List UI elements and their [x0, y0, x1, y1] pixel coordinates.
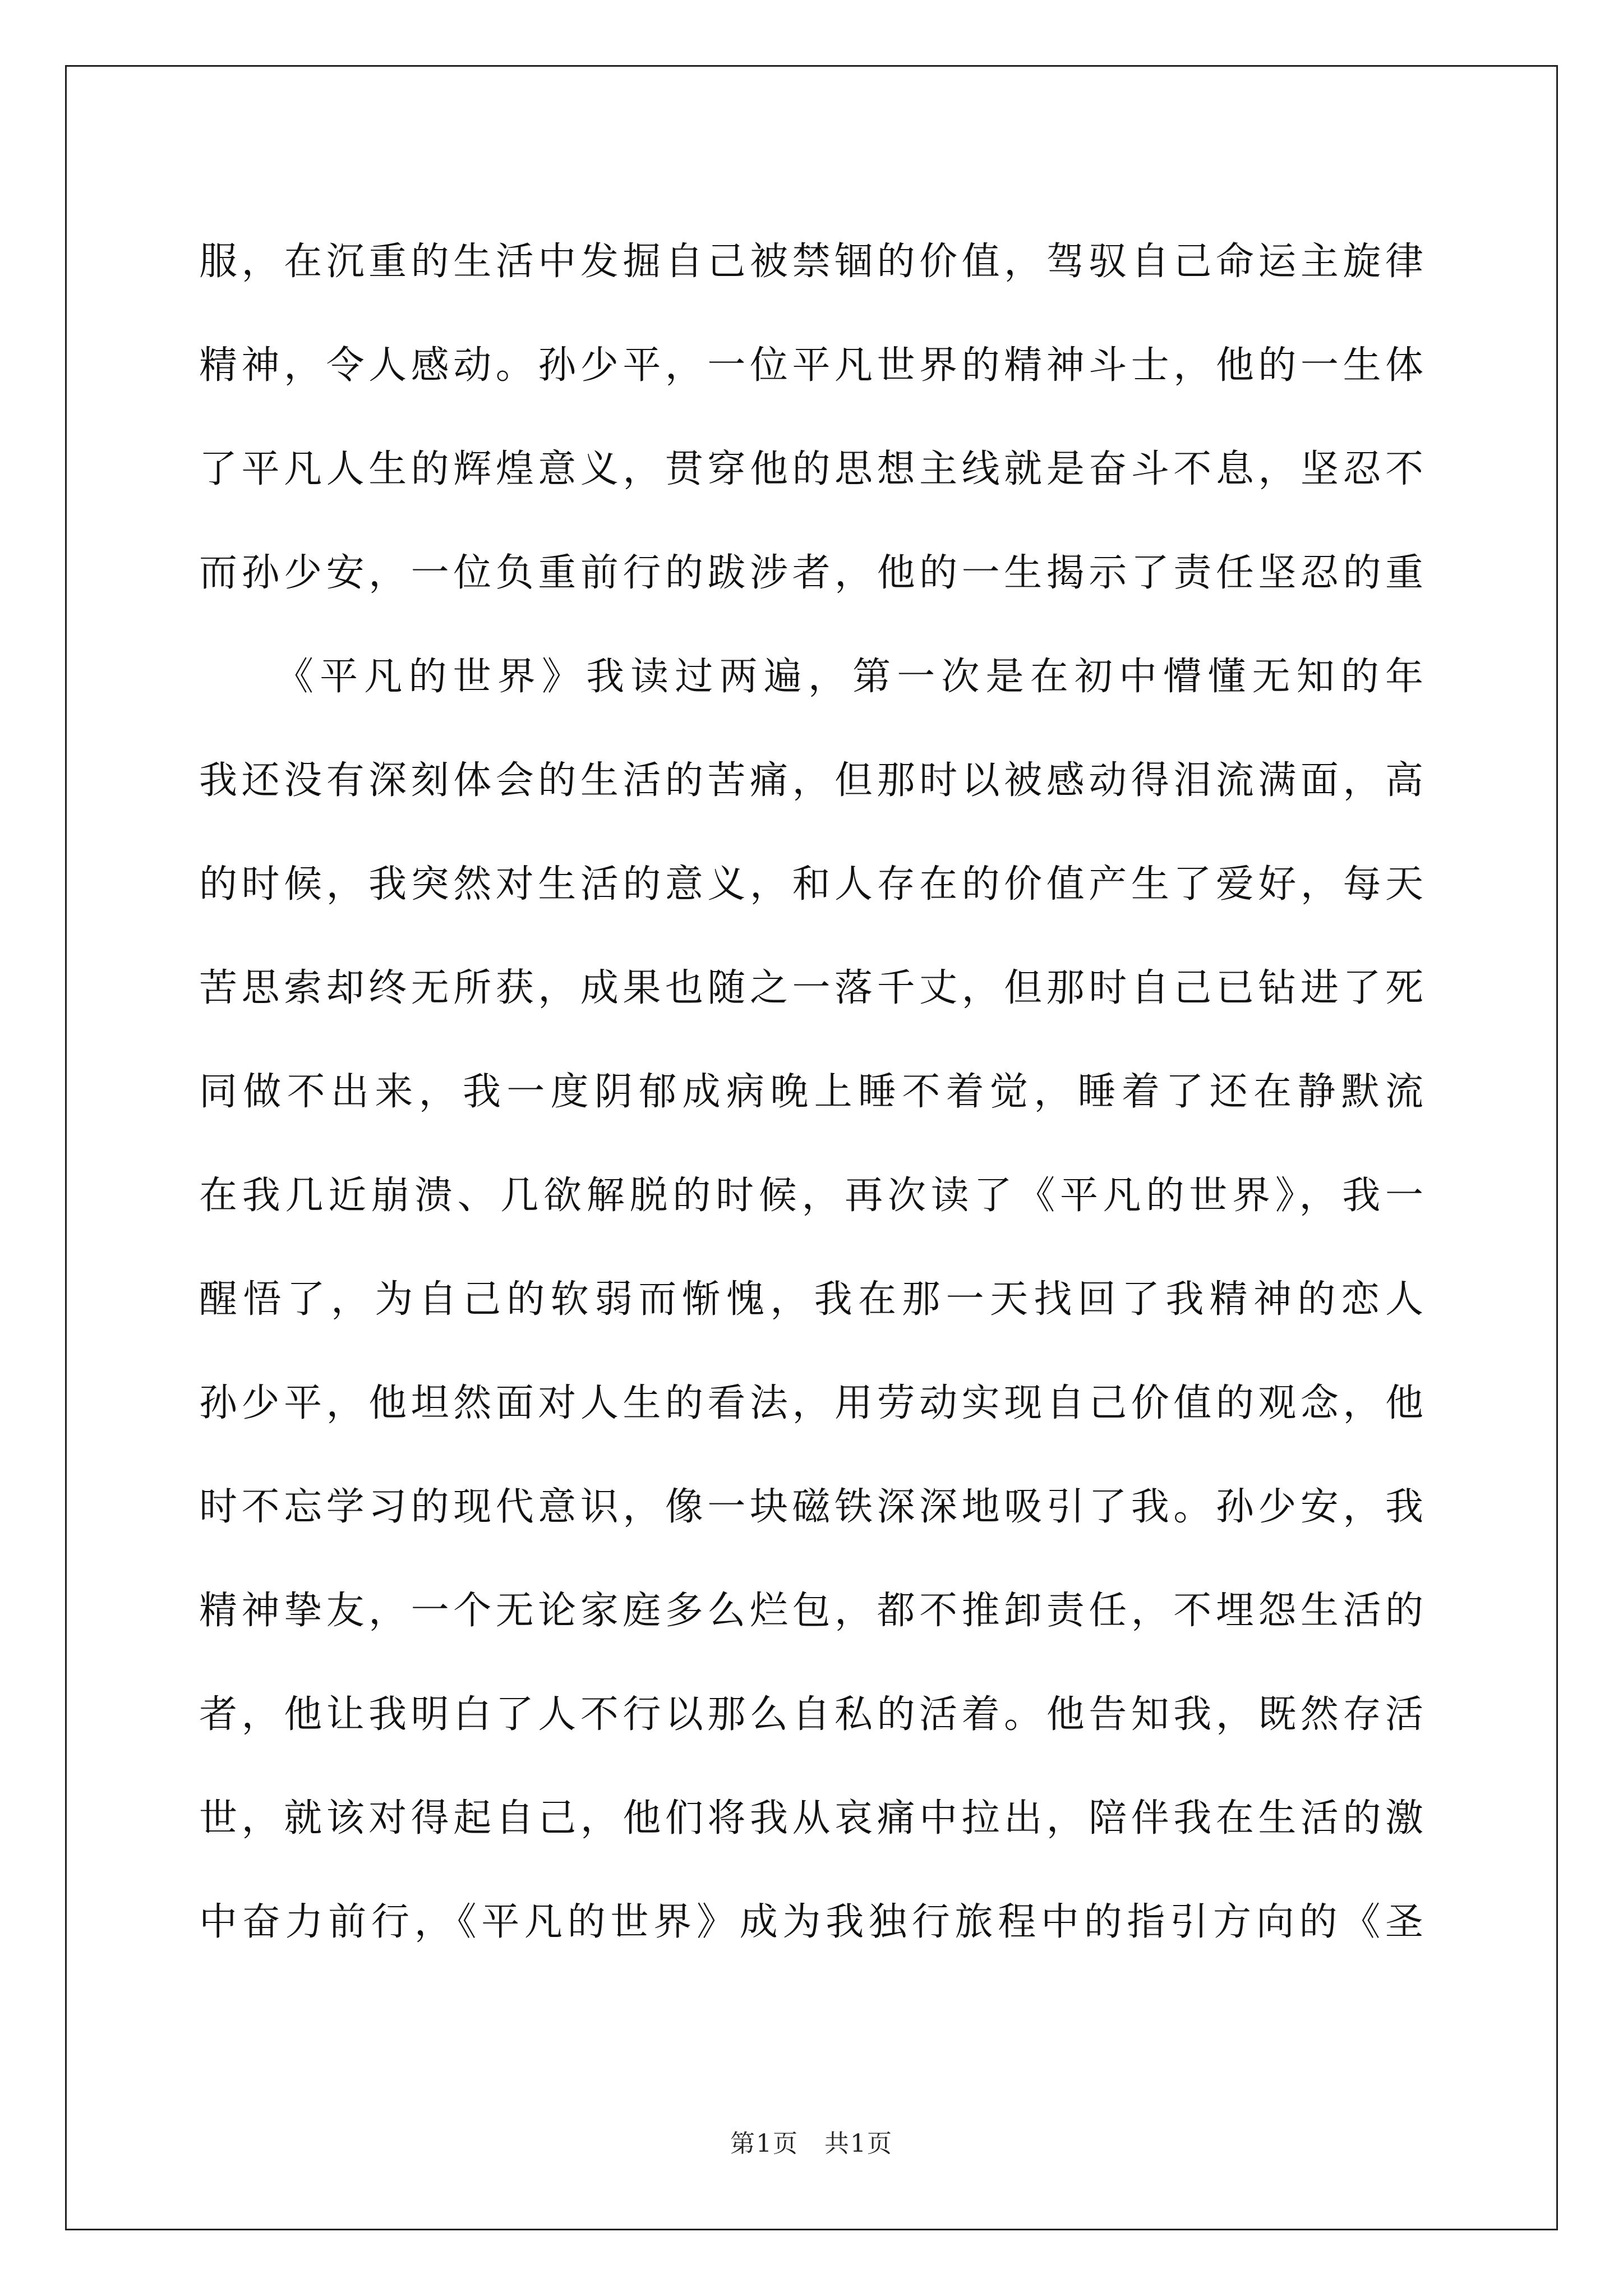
text-line: 者，他让我明白了人不行以那么自私的活着。他告知我，既然存活 — [199, 1692, 1427, 1737]
text-line: 时不忘学习的现代意识，像一块磁铁深深地吸引了我。孙少安，我 — [199, 1485, 1427, 1529]
text-line: 服，在沉重的生活中发掘自己被禁锢的价值，驾驭自己命运主旋律 — [199, 240, 1427, 284]
text-line: 我还没有深刻体会的生活的苦痛，但那时以被感动得泪流满面，高 — [199, 758, 1427, 803]
text-line: 孙少平，他坦然面对人生的看法，用劳动实现自己价值的观念，他 — [199, 1381, 1427, 1425]
document-body — [199, 210, 1427, 1974]
text-line: 在我几近崩溃、几欲解脱的时候，再次读了《平凡的世界》，我一 — [199, 1174, 1427, 1218]
text-line: 而孙少安，一位负重前行的跋涉者，他的一生揭示了责任坚忍的重 — [199, 551, 1427, 595]
text-line: 世，就该对得起自己，他们将我从哀痛中拉出，陪伴我在生活的激 — [199, 1796, 1427, 1841]
text-line: 精神挚友，一个无论家庭多么烂包，都不推卸责任，不埋怨生活的 — [199, 1589, 1427, 1633]
text-line: 同做不出来，我一度阴郁成病晚上睡不着觉，睡着了还在静默流 — [199, 1070, 1427, 1114]
text-line: 中奋力前行，《平凡的世界》成为我独行旅程中的指引方向的《圣 — [199, 1900, 1427, 1944]
text-line: 了平凡人生的辉煌意义，贯穿他的思想主线就是奋斗不息，坚忍不 — [199, 447, 1427, 491]
text-line: 精神，令人感动。孙少平，一位平凡世界的精神斗士，他的一生体 — [199, 343, 1427, 388]
page-number-footer: 第1页 共1页 — [730, 2129, 893, 2158]
paragraph-first-line: 《平凡的世界》我读过两遍，第一次是在初中懵懂无知的年 — [275, 655, 1427, 699]
text-line: 醒悟了，为自己的软弱而惭愧，我在那一天找回了我精神的恋人 — [199, 1277, 1427, 1322]
text-line: 苦思索却终无所获，成果也随之一落千丈，但那时自己已钻进了死 — [199, 966, 1427, 1010]
text-line: 的时候，我突然对生活的意义，和人存在的价值产生了爱好，每天 — [199, 862, 1427, 907]
